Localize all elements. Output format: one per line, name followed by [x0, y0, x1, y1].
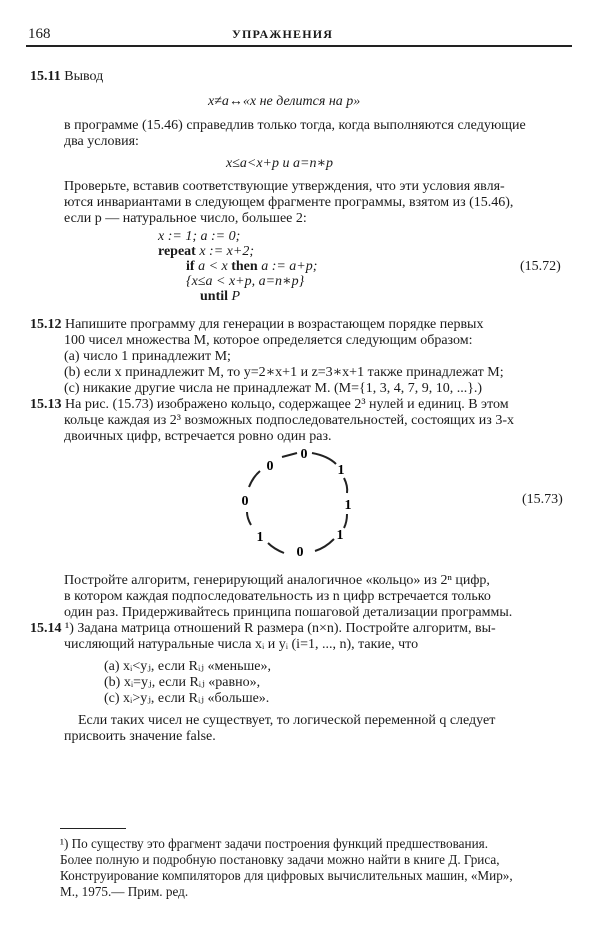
code-keyword: then — [231, 259, 258, 274]
exercise-15-11-line: два условия: — [64, 134, 139, 149]
code-keyword: until — [200, 289, 229, 304]
exercise-15-11-conditions: x≤a<x+p и a=n∗p — [226, 156, 333, 171]
exercise-15-13-line: Постройте алгоритм, генерирующий аналогичное «кольцо» из 2ⁿ цифр, — [64, 573, 490, 588]
ring-arc — [249, 471, 260, 487]
code-line: x := 1; a := 0; — [158, 229, 241, 244]
footnote-line: Конструирование компиляторов для цифровых вычислительных машин, «Мир», — [60, 868, 513, 883]
exercise-number: 15.11 — [30, 69, 61, 84]
figure-label: (15.73) — [522, 492, 563, 507]
page-number: 168 — [28, 26, 51, 42]
exercise-number: 15.13 — [30, 397, 62, 412]
exercise-15-13-line: двоичных цифр, встречается ровно один раз. — [64, 429, 332, 444]
code-line: {x≤a < x+p, a=n∗p} — [186, 274, 305, 289]
exercise-15-13-line: один раз. Придерживайтесь принципа пошаговой детализации программы. — [64, 605, 513, 620]
exercise-number: 15.14 — [30, 621, 62, 636]
exercise-number: 15.12 — [30, 317, 62, 332]
exercise-15-12-line: 100 чисел множества M, которое определяется следующим образом: — [64, 333, 473, 348]
ring-arc — [344, 514, 347, 528]
code-keyword: if — [186, 259, 195, 274]
footnote-line: ¹) По существу это фрагмент задачи построения функций предшествования. — [60, 836, 489, 851]
exercise-text: ¹) Задана матрица отношений R размера (n×n). Постройте алгоритм, вы- — [65, 621, 496, 636]
exercise-title: Вывод — [64, 69, 104, 84]
ring-digit: 0 — [296, 545, 304, 560]
exercise-15-13-first-line — [30, 396, 509, 413]
equation-label: (15.72) — [520, 259, 561, 274]
ring-digit: 0 — [266, 459, 274, 474]
code-text: a := a+p; — [257, 259, 318, 274]
code-text: x := x+2; — [195, 244, 254, 259]
exercise-15-11-line: если p — натуральное число, большее 2: — [64, 211, 307, 226]
ring-digit: 1 — [337, 463, 345, 478]
exercise-15-11-line: в программе (15.46) справедлив только тогда, когда выполняются следующие — [64, 118, 526, 133]
exercise-15-11-line: ются инвариантами в следующем фрагменте программы, взятом из (15.46), — [64, 195, 514, 210]
header-rule — [26, 45, 572, 47]
ring-digit: 0 — [241, 494, 249, 509]
exercise-15-12-item: (b) если x принадлежит M, то y=2∗x+1 и z=3∗x+1 также принадлежат M; — [64, 365, 504, 380]
exercise-15-11-statement: x≠a↔«x не делится на p» — [208, 94, 361, 109]
ring-arc — [312, 453, 336, 464]
code-text: a < x — [194, 259, 232, 274]
ring-digit: 1 — [336, 528, 344, 543]
footnote-line: М., 1975.— Прим. ред. — [60, 884, 189, 899]
exercise-15-12-item: (c) никакие другие числа не принадлежат M. (M={1, 3, 4, 7, 9, 10, ...}.) — [64, 381, 483, 396]
exercise-text: На рис. (15.73) изображено кольцо, содержащее 2³ нулей и единиц. В этом — [65, 397, 509, 412]
exercise-15-14-line: числяющий натуральные числа xᵢ и yᵢ (i=1, ..., n), такие, что — [64, 637, 419, 652]
code-keyword: repeat — [158, 244, 196, 259]
exercise-15-14-item: (c) xᵢ>yⱼ, если Rᵢⱼ «больше». — [104, 691, 270, 706]
ring-arc — [344, 478, 347, 493]
exercise-15-11-heading — [30, 68, 103, 85]
exercise-15-14-line: Если таких чисел не существует, то логической переменной q следует — [78, 713, 496, 728]
exercise-15-14-item: (a) xᵢ<yⱼ, если Rᵢⱼ «меньше», — [104, 659, 271, 674]
ring-arc — [315, 539, 334, 551]
exercise-15-11-line: Проверьте, вставив соответствующие утверждения, что эти условия явля- — [64, 179, 505, 194]
code-line — [200, 288, 240, 305]
ring-digit: 0 — [300, 447, 308, 462]
exercise-15-12-item: (a) число 1 принадлежит M; — [64, 349, 231, 364]
ring-digit: 1 — [344, 498, 352, 513]
exercise-text: Напишите программу для генерации в возрастающем порядке первых — [65, 317, 484, 332]
code-text: P — [228, 289, 241, 304]
exercise-15-14-item: (b) xᵢ=yⱼ, если Rᵢⱼ «равно», — [104, 675, 261, 690]
exercise-15-14-line: присвоить значение false. — [64, 729, 216, 744]
ring-arc — [282, 453, 297, 457]
running-title: УПРАЖНЕНИЯ — [232, 27, 334, 41]
ring-arc — [247, 512, 251, 525]
exercise-15-13-line: кольце каждая из 2³ возможных подпоследовательностей, состоящих из 3-х — [64, 413, 514, 428]
binary-ring-figure — [220, 440, 370, 570]
ring-arc — [268, 543, 284, 553]
exercise-15-14-first-line — [30, 620, 496, 637]
footnote-line: Более полную и подробную постановку задачи можно найти в книге Д. Гриса, — [60, 852, 500, 867]
exercise-15-12-first-line — [30, 316, 483, 333]
exercise-15-13-line: в котором каждая подпоследовательность из n цифр встречается только — [64, 589, 491, 604]
footnote-rule — [60, 828, 126, 829]
ring-digit: 1 — [256, 530, 264, 545]
